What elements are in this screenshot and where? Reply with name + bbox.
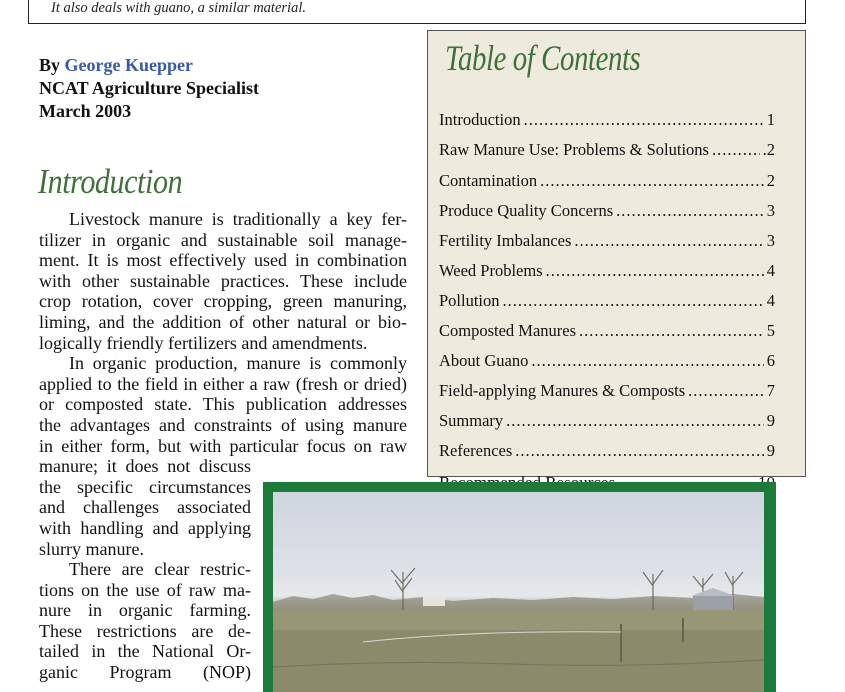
- toc-entry-page: 7: [766, 381, 775, 400]
- leader-dots: [506, 411, 764, 431]
- toc-entry-page: 4: [766, 261, 775, 280]
- body-line: with other sustainable practices. These include: [39, 270, 407, 291]
- body-line: and challenges associated: [39, 497, 251, 518]
- toc-entry-label: Weed Problems: [439, 261, 543, 280]
- toc-entry[interactable]: [439, 201, 775, 221]
- body-line: slurry manure.: [39, 538, 144, 559]
- toc-entry[interactable]: [439, 231, 775, 251]
- body-line: tailed in the National Or-: [39, 641, 251, 662]
- body-line: logically friendly fertilizers and amendments.: [39, 332, 368, 353]
- body-line: in either form, but with particular focus on raw: [39, 435, 407, 456]
- leader-dots: [712, 140, 760, 160]
- body-line: ment. It is most effectively used in combination: [39, 250, 407, 271]
- toc-entry-label: References: [439, 441, 513, 460]
- toc-entry[interactable]: [439, 441, 775, 461]
- byline-prefix: By: [39, 55, 61, 75]
- toc-entry-page: 3: [766, 201, 775, 220]
- toc-entry-label: Contamination: [439, 171, 538, 190]
- body-line: tions on the use of raw ma-: [39, 579, 251, 600]
- toc-entry-page: 5: [766, 321, 775, 340]
- pasture-scene: [273, 492, 764, 692]
- body-line: or composted state. This publication addresses: [39, 394, 407, 415]
- toc-entry[interactable]: [439, 291, 775, 311]
- body-line: These restrictions are de-: [39, 620, 251, 641]
- leader-dots: [688, 381, 764, 401]
- body-line: crop rotation, cover cropping, green manuring,: [39, 291, 407, 312]
- toc-entry-label: Raw Manure Use: Problems & Solutions: [439, 140, 709, 159]
- leader-dots: [616, 201, 764, 221]
- toc-entry-label: Field-applying Manures & Composts: [439, 381, 686, 400]
- toc-entry-page: 3: [766, 231, 775, 250]
- toc-entry-page: 4: [766, 291, 775, 310]
- body-line: liming, and the addition of other natural or bio-: [39, 311, 407, 332]
- toc-entry-label: Fertility Imbalances: [439, 231, 572, 250]
- leader-dots: [503, 291, 764, 311]
- toc-entry-label: Introduction: [439, 110, 521, 129]
- toc-entry-label: Produce Quality Concerns: [439, 201, 614, 220]
- leader-dots: [531, 351, 763, 371]
- toc-entry[interactable]: [439, 140, 775, 160]
- leader-dots: [540, 171, 764, 191]
- toc-entry[interactable]: [439, 411, 775, 431]
- toc-entry[interactable]: [439, 351, 775, 371]
- intro-heading: Introduction: [38, 162, 183, 201]
- toc-entry-page: 1: [766, 110, 775, 129]
- body-line: nure in organic farming.: [39, 600, 251, 621]
- toc-entry[interactable]: [439, 261, 775, 281]
- leader-dots: [524, 110, 764, 130]
- toc-entry-page: 2: [766, 171, 775, 190]
- toc-entry-label: About Guano: [439, 351, 529, 370]
- table-of-contents: [427, 30, 806, 477]
- body-line: In organic production, manure is commonly: [69, 353, 407, 374]
- byline: [39, 54, 259, 123]
- toc-entry-label: Summary: [439, 411, 504, 430]
- leader-dots: [579, 321, 764, 341]
- toc-entry-label: Composted Manures: [439, 321, 577, 340]
- leader-dots: [546, 261, 764, 281]
- body-line: the advantages and constraints of using manure: [39, 414, 407, 435]
- body-line: manure; it does not discuss: [39, 456, 251, 477]
- body-line: Livestock manure is traditionally a key fer-: [69, 209, 407, 229]
- toc-entry[interactable]: [439, 110, 775, 130]
- toc-entry-page: 9: [766, 411, 775, 430]
- toc-entry[interactable]: [439, 171, 775, 191]
- pasture-photo: [273, 492, 764, 692]
- top-note: It also deals with guano, a similar material.: [51, 0, 306, 16]
- publication-date: March 2003: [39, 101, 132, 121]
- body-line: the specific circumstances: [39, 476, 251, 497]
- leader-dots: [515, 441, 763, 461]
- toc-entry-page: 6: [766, 351, 775, 370]
- toc-title: Table of Contents: [445, 38, 641, 78]
- toc-entry-page: 9: [766, 441, 775, 460]
- toc-entry-label: Pollution: [439, 291, 500, 310]
- author-name[interactable]: George Kuepper: [64, 55, 193, 75]
- top-note-box: [28, 0, 806, 24]
- body-line: There are clear restric-: [69, 559, 251, 580]
- photo-frame: [263, 482, 776, 692]
- leader-dots: [574, 231, 763, 251]
- body-line: tilizer in organic and sustainable soil manage-: [39, 229, 407, 250]
- toc-entry-page: .2: [762, 140, 775, 159]
- body-line: ganic Program (NOP): [39, 662, 251, 683]
- toc-entry[interactable]: [439, 321, 775, 341]
- body-line: applied to the field in either a raw (fresh or dried): [39, 373, 407, 394]
- body-line: with handling and applying: [39, 517, 251, 538]
- toc-entry[interactable]: [439, 381, 775, 401]
- author-title: NCAT Agriculture Specialist: [39, 78, 259, 98]
